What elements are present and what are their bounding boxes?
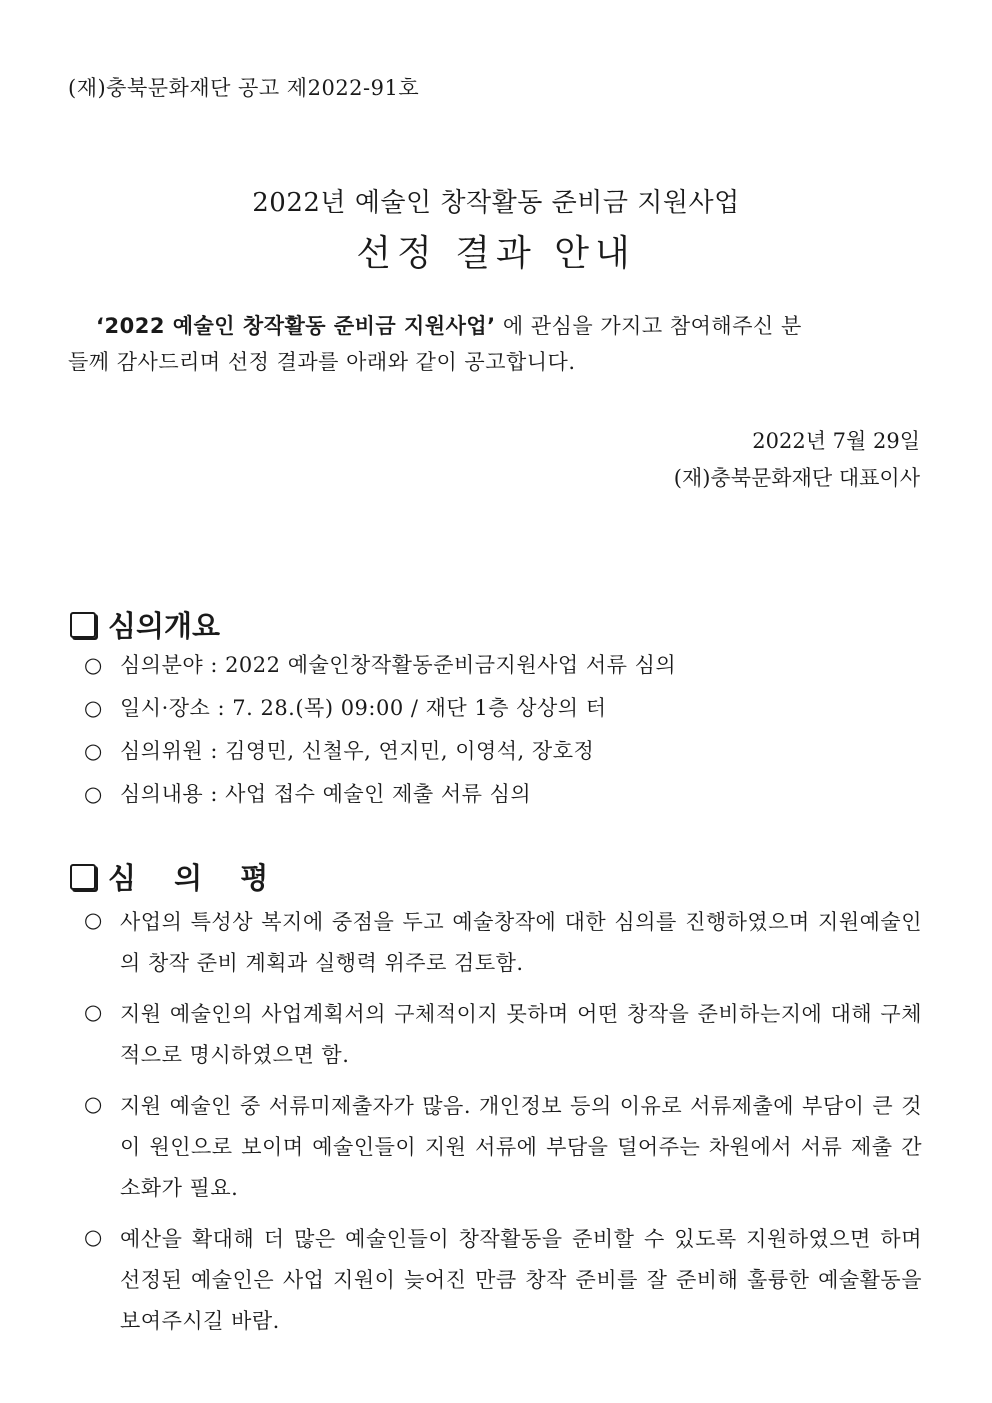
list-item-text: 심의분야 : 2022 예술인창작활동준비금지원사업 서류 심의 — [120, 653, 677, 677]
list-item — [84, 902, 922, 984]
section-title: 심 의 평 — [108, 861, 283, 895]
document-title: 2022년 예술인 창작활동 준비금 지원사업 — [252, 188, 740, 218]
list-item — [84, 693, 922, 736]
intro-paragraph — [68, 308, 920, 380]
circle-bullet-icon: ○ — [84, 1225, 103, 1249]
list-item — [84, 1086, 922, 1209]
review-comments-list — [84, 902, 922, 1352]
notice-date: 2022년 7월 29일 — [752, 429, 920, 453]
document-subtitle: 선정 결과 안내 — [356, 233, 636, 274]
section-review-overview-heading — [70, 604, 220, 645]
issuer: (재)충북문화재단 대표이사 — [673, 466, 920, 490]
intro-text-1: 에 관심을 가지고 참여해주신 분 — [495, 314, 802, 338]
list-item-text: 심의내용 : 사업 접수 예술인 제출 서류 심의 — [120, 782, 532, 806]
intro-line-2: 들께 감사드리며 선정 결과를 아래와 같이 공고합니다. — [68, 350, 576, 374]
list-item — [84, 1219, 922, 1342]
list-item-text: 지원 예술인의 사업계획서의 구체적이지 못하며 어떤 창작을 준비하는지에 대해 구체적으로 명시하였으면 함. — [120, 1002, 922, 1067]
list-item-text: 지원 예술인 중 서류미제출자가 많음. 개인정보 등의 이유로 서류제출에 부담이 큰 것이 원인으로 보이며 예술인들이 지원 서류에 부담을 덜어주는 차원에서 서류 제출 간소화가 필요. — [120, 1094, 922, 1200]
circle-bullet-icon: ○ — [84, 653, 103, 677]
circle-bullet-icon: ○ — [84, 1092, 103, 1116]
list-item — [84, 736, 922, 779]
review-overview-list — [84, 650, 922, 822]
circle-bullet-icon: ○ — [84, 908, 103, 932]
list-item-text: 일시·장소 : 7. 28.(목) 09:00 / 재단 1층 상상의 터 — [120, 696, 607, 720]
program-name-quote: ‘2022 예술인 창작활동 준비금 지원사업’ — [96, 314, 496, 338]
section-review-comments-heading — [70, 856, 282, 897]
list-item-text: 사업의 특성상 복지에 중점을 두고 예술창작에 대한 심의를 진행하였으며 지원예술인의 창작 준비 계획과 실행력 위주로 검토함. — [120, 910, 922, 975]
checkbox-icon — [70, 612, 96, 638]
list-item-text: 예산을 확대해 더 많은 예술인들이 창작활동을 준비할 수 있도록 지원하였으면 하며 선정된 예술인은 사업 지원이 늦어진 만큼 창작 준비를 잘 준비해 훌륭한 예술활동을 보여주시길 바람. — [120, 1227, 922, 1333]
list-item — [84, 650, 922, 693]
list-item — [84, 994, 922, 1076]
list-item — [84, 779, 922, 822]
checkbox-icon — [70, 864, 96, 890]
list-item-text: 심의위원 : 김영민, 신철우, 연지민, 이영석, 장호정 — [120, 739, 595, 763]
circle-bullet-icon: ○ — [84, 782, 103, 806]
notice-number: (재)충북문화재단 공고 제2022-91호 — [68, 76, 420, 100]
circle-bullet-icon: ○ — [84, 696, 103, 720]
intro-line-1 — [68, 308, 920, 344]
circle-bullet-icon: ○ — [84, 739, 103, 763]
section-title: 심의개요 — [108, 609, 221, 643]
circle-bullet-icon: ○ — [84, 1000, 103, 1024]
